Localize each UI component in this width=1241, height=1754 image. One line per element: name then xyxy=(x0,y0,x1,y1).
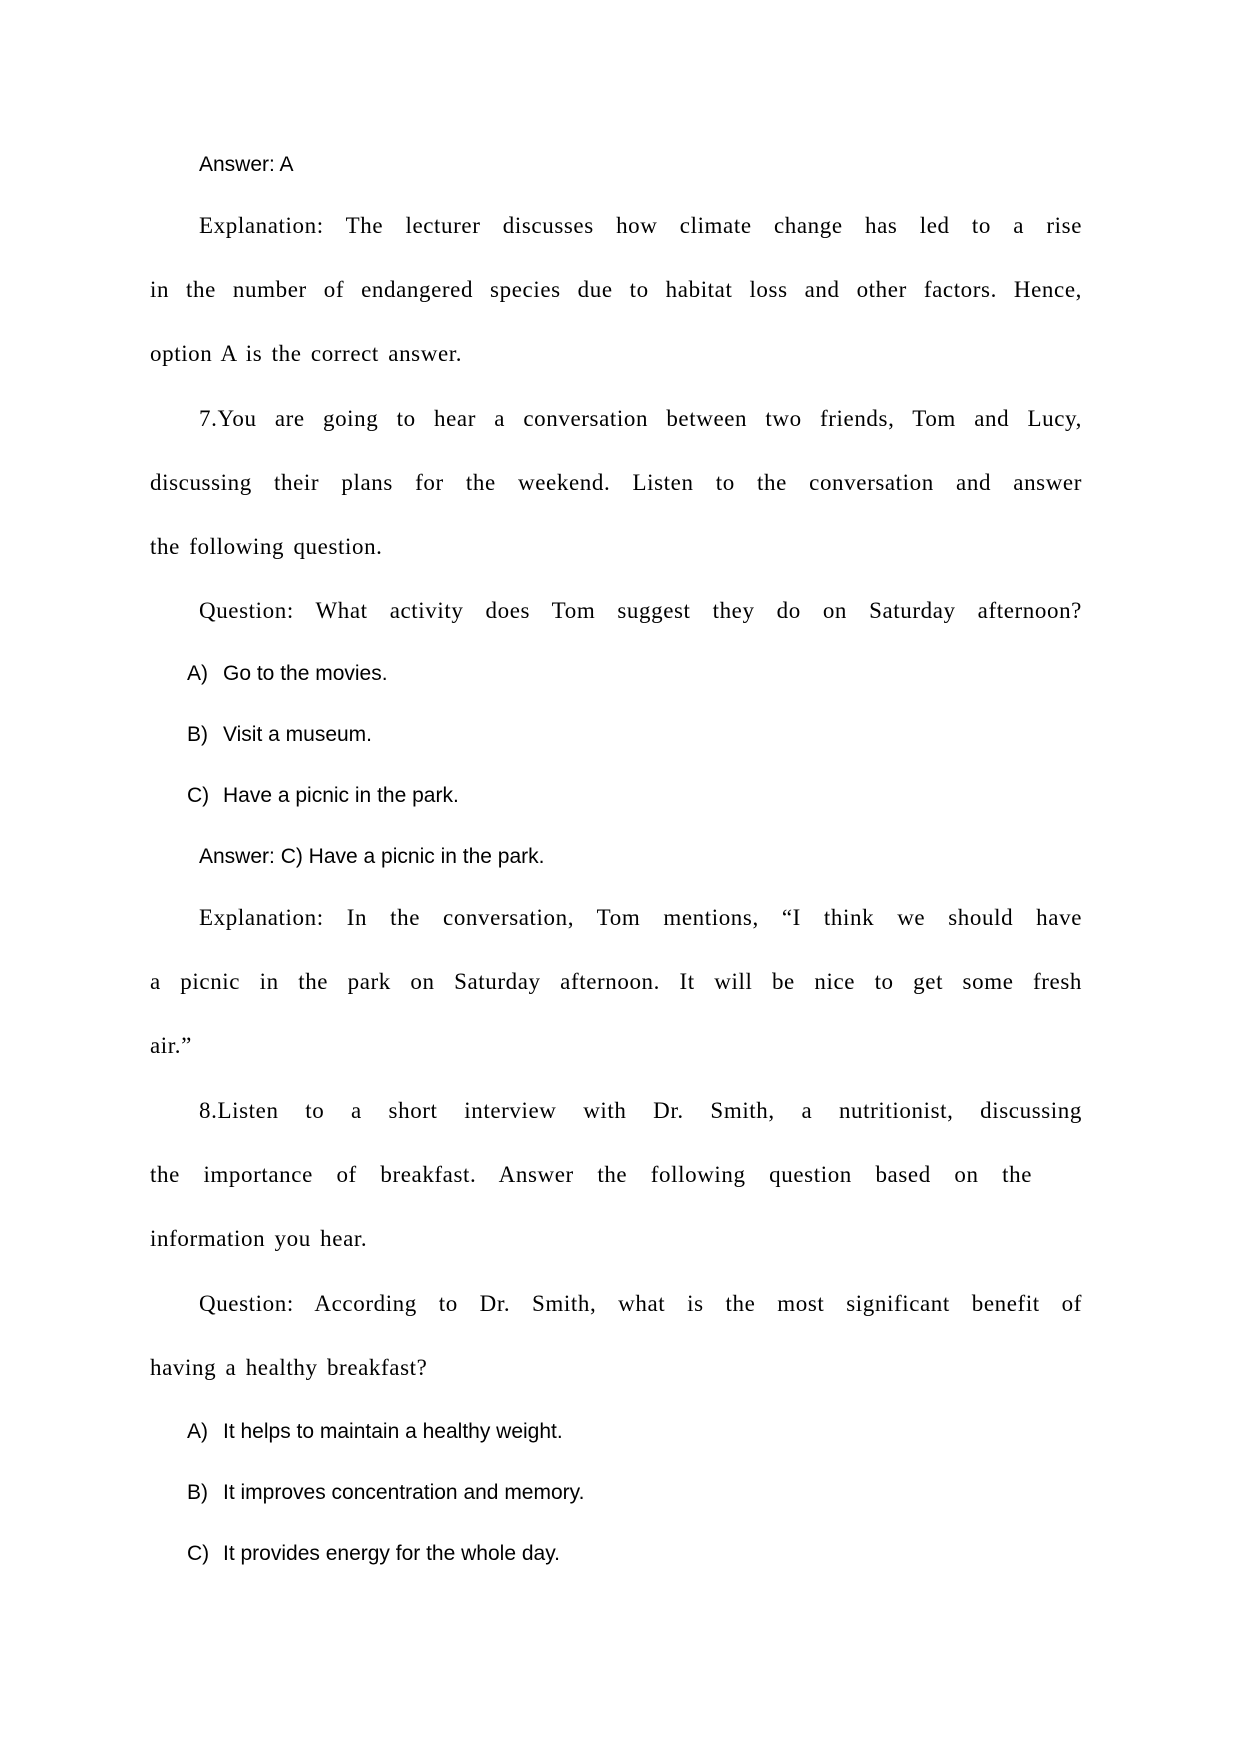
q7-question: Question: What activity does Tom suggest they do on Saturday afternoon? xyxy=(199,598,1082,623)
q6-explanation-line-1: Explanation: The lecturer discusses how climate change has led to a rise xyxy=(199,213,1082,238)
q8-option-b-letter: B) xyxy=(187,1481,208,1504)
q8-option-b-text: It improves concentration and memory. xyxy=(223,1481,585,1504)
q8-prompt-line-3: information you hear. xyxy=(150,1226,368,1251)
q6-answer: Answer: A xyxy=(199,153,294,176)
q7-option-c-letter: C) xyxy=(187,784,210,807)
q7-explanation-line-3: air.” xyxy=(150,1033,192,1058)
q8-option-a-text: It helps to maintain a healthy weight. xyxy=(223,1420,563,1443)
q7-explanation-line-1: Explanation: In the conversation, Tom mentions, “I think we should have xyxy=(199,905,1082,930)
q7-option-b-text: Visit a museum. xyxy=(223,723,372,746)
q7-option-a-text: Go to the movies. xyxy=(223,662,388,685)
q7-prompt-line-2: discussing their plans for the weekend. Listen to the conversation and answer xyxy=(150,470,1082,495)
q8-option-a-letter: A) xyxy=(187,1420,208,1443)
q7-prompt-line-1: 7.You are going to hear a conversation between two friends, Tom and Lucy, xyxy=(199,406,1082,431)
q8-prompt-line-2: the importance of breakfast. Answer the following question based on the xyxy=(150,1162,1032,1187)
q7-explanation-line-2: a picnic in the park on Saturday afternoon. It will be nice to get some fresh xyxy=(150,969,1082,994)
q7-option-a-letter: A) xyxy=(187,662,208,685)
q6-explanation-line-2: in the number of endangered species due to habitat loss and other factors. Hence, xyxy=(150,277,1082,302)
q8-prompt-line-1: 8.Listen to a short interview with Dr. Smith, a nutritionist, discussing xyxy=(199,1098,1082,1123)
q8-question-line-1: Question: According to Dr. Smith, what is the most significant benefit of xyxy=(199,1291,1082,1316)
q7-option-c-text: Have a picnic in the park. xyxy=(223,784,459,807)
q8-option-c-text: It provides energy for the whole day. xyxy=(223,1542,560,1565)
q6-explanation-line-3: option A is the correct answer. xyxy=(150,341,463,366)
q7-answer: Answer: C) Have a picnic in the park. xyxy=(199,845,545,868)
q7-option-b-letter: B) xyxy=(187,723,208,746)
q8-option-c-letter: C) xyxy=(187,1542,210,1565)
q7-prompt-line-3: the following question. xyxy=(150,534,383,559)
q8-question-line-2: having a healthy breakfast? xyxy=(150,1355,428,1380)
